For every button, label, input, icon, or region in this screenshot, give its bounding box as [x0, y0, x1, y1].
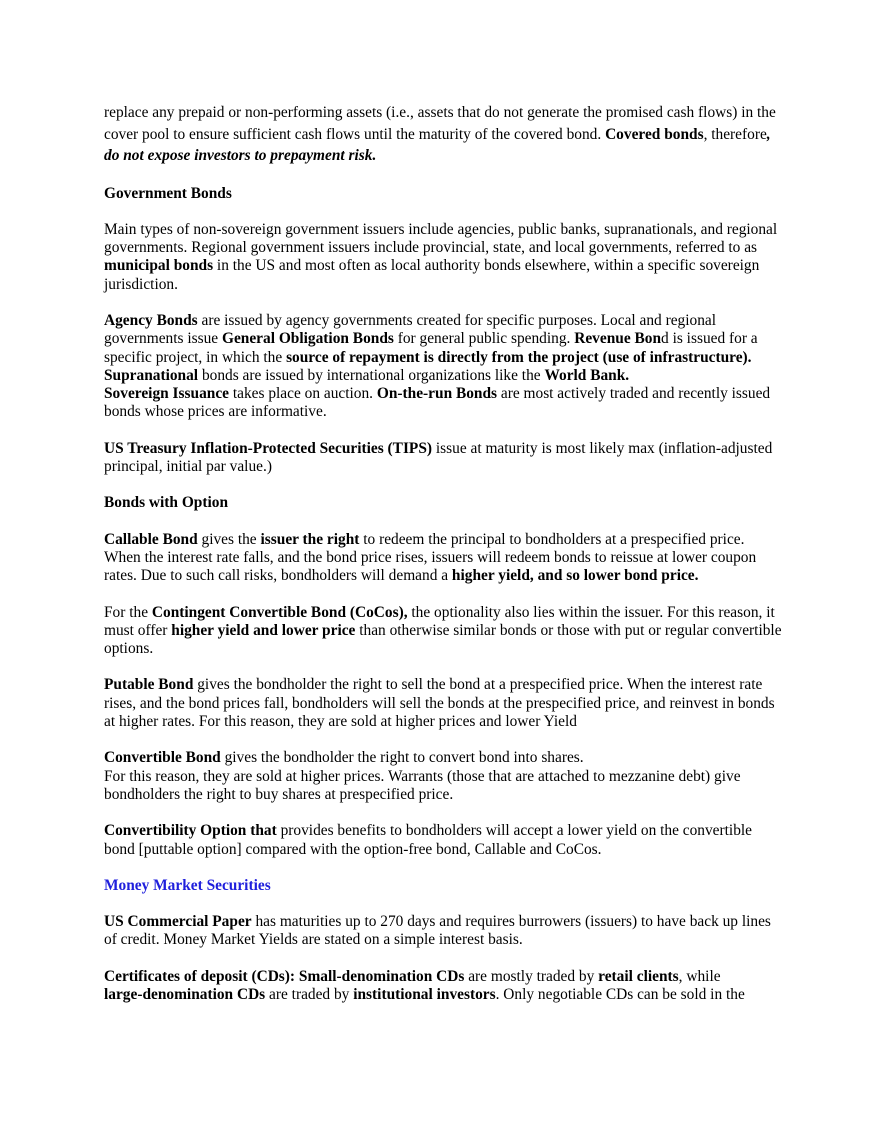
callable-bond-paragraph [104, 531, 784, 586]
bold-term: higher yield, and so lower bond price. [451, 567, 699, 585]
text-run: bonds are issued by international organizations like the [198, 366, 545, 384]
covered-bonds-paragraph [104, 102, 784, 167]
text-run: has maturities up to 270 days and requires burrowers (issuers) to have back up lines of credit. Money Market Yields are stated on a simple interest basis. [104, 913, 771, 949]
bold-term: institutional investors [353, 986, 496, 1003]
text-run: provides benefits to bondholders will accept a lower yield on the convertible bond [puttable option] compared with the option-free bond, Callable and CoCos. [104, 822, 752, 858]
page-content [104, 102, 784, 1004]
bold-term: Contingent Convertible Bond (CoCos), [151, 603, 408, 621]
text-run: , therefore [703, 125, 767, 143]
agency-bonds-paragraph [104, 312, 784, 422]
bold-term: World Bank. [544, 366, 630, 384]
bold-term: Revenue Bon [574, 330, 662, 348]
convertibility-option-paragraph [104, 822, 784, 859]
certificates-of-deposit-paragraph [104, 968, 784, 1005]
text-run: in the US and most often as local authority bonds elsewhere, within a specific sovereign jurisdiction. [104, 257, 760, 293]
bold-term: Covered bonds [605, 125, 704, 143]
text-run: Main types of non-sovereign government issuers include agencies, public banks, supranationals, and regional governments. Regional government issuers include provincial, state, and local governments, referred to as [104, 220, 778, 257]
government-issuers-paragraph [104, 221, 784, 294]
text-run: the optionality also lies within the issuer. For this reason, it must offer [104, 603, 775, 639]
bold-term: General Obligation Bonds [221, 330, 394, 348]
bold-term: higher yield and lower price [171, 621, 356, 639]
text-run: takes place on auction. [229, 385, 377, 403]
text-run: . Only negotiable CDs can be sold in the [495, 986, 745, 1003]
bold-term: Putable Bond [104, 676, 194, 694]
bold-term: Agency Bonds [104, 311, 198, 329]
tips-paragraph [104, 440, 784, 477]
bold-term: US Treasury Inflation-Protected Securities (TIPS) [104, 439, 433, 457]
text-run: for general public spending. [393, 330, 575, 348]
section-heading-money-market: Money Market Securities [104, 876, 271, 894]
text-run: gives the bondholder the right to convert bond into shares. [220, 749, 584, 767]
bold-term: municipal bonds [104, 257, 214, 275]
bold-term: Supranational [104, 366, 199, 384]
text-run: gives the bondholder the right to sell the bond at a prespecified price. When the interest rate rises, and the bond prices fall, bondholders will sell the bonds at the prespecified price, and reinvest in bonds at higher rates. For this reason, they are sold at higher prices and lower Yield [104, 676, 775, 731]
bold-term: source of repayment is directly from the project (use of infrastructure). [286, 348, 752, 366]
text-run: are traded by [265, 986, 354, 1003]
text-run: than otherwise similar bonds or those with put or regular convertible options. [104, 621, 782, 658]
bold-term: retail clients [598, 967, 679, 985]
text-run: d is issued for a specific project, in which the [104, 330, 758, 366]
text-run: replace any prepaid or non-performing assets (i.e., assets that do not generate the promised cash flows) in the cover pool to ensure sufficient cash flows until the maturity of the covered bond. [104, 104, 776, 143]
text-run: are most actively traded and recently issued bonds whose prices are informative. [104, 385, 771, 421]
bold-term: issuer the right [260, 530, 360, 548]
bold-term: On-the-run Bonds [376, 385, 498, 403]
bold-term: Certificates of deposit (CDs): Small-denomination CDs [104, 967, 465, 985]
convertible-bond-paragraph [104, 749, 784, 804]
text-run: gives the [197, 530, 261, 548]
text-run: , while [678, 967, 721, 985]
text-run: For this reason, they are sold at higher prices. Warrants (those that are attached to mezzanine debt) give bondholders the right to buy shares at prespecified price. [104, 767, 741, 803]
text-run: are mostly traded by [464, 967, 599, 985]
bold-term: Sovereign Issuance [104, 385, 229, 403]
text-run: to redeem the principal to bondholders at a prespecified price. When the interest rate falls, and the bond price rises, issuers will redeem bonds to reissue at lower coupon rates. Due to such call risks, bondholders will demand a [104, 530, 757, 585]
text-run: are issued by agency governments created for specific purposes. Local and regional governments issue [104, 311, 717, 348]
bold-term: Convertibility Option that [104, 822, 277, 840]
bold-italic-emphasis: , do not expose investors to prepayment risk. [104, 125, 771, 164]
bold-term: large-denomination CDs [104, 986, 266, 1003]
bold-term: Callable Bond [104, 530, 198, 548]
putable-bond-paragraph [104, 676, 784, 731]
commercial-paper-paragraph [104, 913, 784, 950]
section-heading-bonds-with-option: Bonds with Option [104, 494, 229, 512]
bold-term: Convertible Bond [104, 749, 221, 767]
text-run: For the [104, 603, 152, 621]
text-run: issue at maturity is most likely max (inflation-adjusted principal, initial par value.) [104, 439, 773, 476]
bold-term: US Commercial Paper [104, 913, 252, 931]
cocos-paragraph [104, 604, 784, 659]
section-heading-government-bonds: Government Bonds [104, 184, 232, 202]
